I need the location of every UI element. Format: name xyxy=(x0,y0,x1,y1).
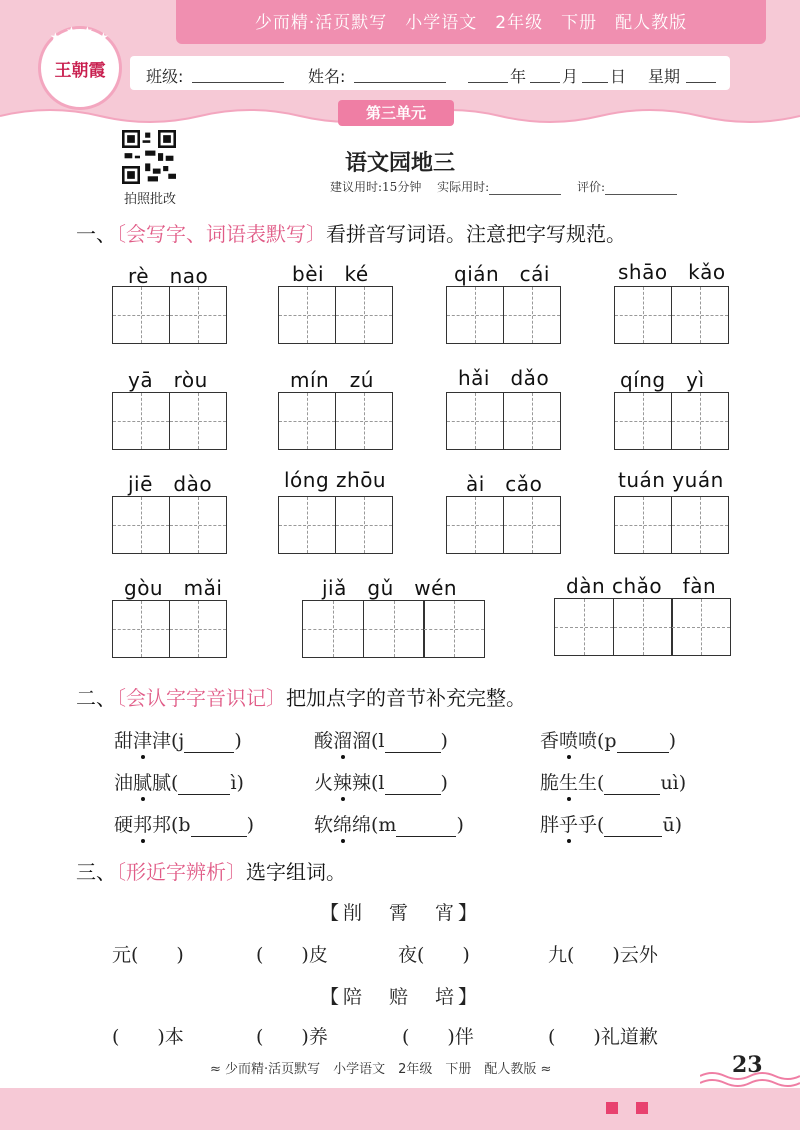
evaluation-label: 评价: xyxy=(577,180,606,194)
pinyin-fill-item: 甜津津(j ) xyxy=(114,730,242,752)
actual-time-field[interactable] xyxy=(489,194,561,195)
footer-text: ≈ 少而精·活页默写 小学语文 2年级 下册 配人教版 ≈ xyxy=(210,1062,552,1077)
word: 酸溜溜 xyxy=(314,730,372,752)
writing-grid[interactable] xyxy=(446,286,561,344)
word: 胖乎乎 xyxy=(540,814,598,836)
section2-instruction: 把加点字的音节补充完整。 xyxy=(286,686,526,710)
writing-grid[interactable] xyxy=(614,392,729,450)
class-field[interactable] xyxy=(192,82,284,83)
writing-grid[interactable] xyxy=(302,600,485,658)
section3-tag: 〔形近字辨析〕 xyxy=(116,860,246,884)
pinyin-fill-item: 酸溜溜(l ) xyxy=(314,730,448,752)
writing-grid[interactable] xyxy=(446,392,561,450)
unit-badge: 第三单元 xyxy=(338,100,454,126)
name-label: 姓名: xyxy=(308,67,346,86)
section1-number: 一、 xyxy=(76,222,116,246)
qr-label: 拍照批改 xyxy=(123,192,176,207)
word: 硬邦邦 xyxy=(114,814,172,836)
word: 甜津津 xyxy=(114,730,172,752)
section2-heading xyxy=(76,682,526,711)
pinyin-fill-item: 油腻腻( ì) xyxy=(114,772,244,794)
section1-tag: 〔会写字、词语表默写〕 xyxy=(116,222,326,246)
page-number: 23 xyxy=(732,1052,763,1078)
writing-grid[interactable] xyxy=(278,286,393,344)
day-label: 日 xyxy=(610,67,627,86)
pinyin-fill-item: 香喷喷(p ) xyxy=(540,730,677,752)
section3-number: 三、 xyxy=(76,860,116,884)
pinyin-label: dàn chǎo fàn xyxy=(566,574,717,598)
section1-heading xyxy=(76,218,626,247)
pinyin-fill-item: 脆生生( uì) xyxy=(540,772,687,794)
pinyin-fill-item: 软绵绵(m ) xyxy=(314,814,464,836)
class-label: 班级: xyxy=(146,67,184,86)
answer-blank[interactable] xyxy=(396,836,456,837)
answer-blank[interactable] xyxy=(191,836,247,837)
char-choice-group1: 【削 霄 宵】 xyxy=(320,902,482,924)
suggested-time: 建议用时:15分钟 xyxy=(330,180,422,194)
star-icon: ★ xyxy=(98,30,109,44)
year-label: 年 xyxy=(510,67,527,86)
writing-grid[interactable] xyxy=(278,496,393,554)
section2-number: 二、 xyxy=(76,686,116,710)
answer-blank[interactable] xyxy=(604,836,662,837)
footer-square xyxy=(636,1102,648,1114)
compound-word-blank[interactable]: ( )本 xyxy=(112,1026,184,1048)
qr-code-icon[interactable] xyxy=(122,130,176,184)
pinyin-label: rè nao xyxy=(128,264,209,288)
star-icon: ★ xyxy=(50,30,61,44)
answer-blank[interactable] xyxy=(617,752,669,753)
word: 油腻腻 xyxy=(114,772,172,794)
footer-band xyxy=(0,1088,800,1130)
star-icon: ★ xyxy=(82,24,93,38)
brand-logo-text: 王朝霞 xyxy=(54,61,106,81)
word: 脆生生 xyxy=(540,772,598,794)
year-field[interactable] xyxy=(468,82,508,83)
writing-grid[interactable] xyxy=(614,286,729,344)
pinyin-fill-item: 火辣辣(l ) xyxy=(314,772,448,794)
pinyin-label: lóng zhōu xyxy=(284,468,387,492)
month-label: 月 xyxy=(562,67,579,86)
writing-grid[interactable] xyxy=(112,496,227,554)
pinyin-label: jiē dào xyxy=(128,472,213,496)
compound-word-blank[interactable]: 元( ) xyxy=(112,944,184,966)
student-info-box xyxy=(130,56,730,90)
star-icon: ★ xyxy=(66,24,77,38)
compound-word-blank[interactable]: ( )养 xyxy=(256,1026,328,1048)
compound-word-blank[interactable]: ( )皮 xyxy=(256,944,328,966)
compound-word-blank[interactable]: 夜( ) xyxy=(398,944,470,966)
writing-grid[interactable] xyxy=(614,496,729,554)
pinyin-label: tuán yuán xyxy=(618,468,724,492)
page-title: 语文园地三 xyxy=(344,151,455,176)
compound-word-blank[interactable]: ( )伴 xyxy=(402,1026,474,1048)
char-choice-group2: 【陪 赔 培】 xyxy=(320,986,482,1008)
answer-blank[interactable] xyxy=(178,794,230,795)
day-field[interactable] xyxy=(582,82,608,83)
actual-time-label: 实际用时: xyxy=(437,180,490,194)
compound-word-blank[interactable]: ( )礼道歉 xyxy=(548,1026,658,1048)
pinyin-label: qián cái xyxy=(454,262,550,286)
writing-grid[interactable] xyxy=(112,286,227,344)
weekday-label: 星期 xyxy=(648,67,681,86)
section1-instruction: 看拼音写词语。注意把字写规范。 xyxy=(326,222,626,246)
series-title: 少而精·活页默写 小学语文 2年级 下册 配人教版 xyxy=(254,13,688,33)
pinyin-label: bèi ké xyxy=(292,262,369,286)
pinyin-label: yā ròu xyxy=(128,368,208,392)
answer-blank[interactable] xyxy=(184,752,234,753)
pinyin-label: hǎi dǎo xyxy=(458,366,550,390)
evaluation-field[interactable] xyxy=(605,194,677,195)
writing-grid[interactable] xyxy=(112,392,227,450)
writing-grid[interactable] xyxy=(446,496,561,554)
pinyin-label: qíng yì xyxy=(620,368,705,392)
pinyin-fill-item: 硬邦邦(b ) xyxy=(114,814,255,836)
section3-heading xyxy=(76,856,346,885)
answer-blank[interactable] xyxy=(385,794,441,795)
word: 软绵绵 xyxy=(314,814,372,836)
pinyin-label: mín zú xyxy=(290,368,374,392)
pinyin-label: ài cǎo xyxy=(466,472,543,496)
month-field[interactable] xyxy=(530,82,560,83)
writing-grid[interactable] xyxy=(278,392,393,450)
section2-tag: 〔会认字字音识记〕 xyxy=(116,686,286,710)
section3-instruction: 选字组词。 xyxy=(246,860,346,884)
timing-row xyxy=(330,178,677,195)
writing-grid[interactable] xyxy=(554,598,731,656)
answer-blank[interactable] xyxy=(385,752,441,753)
compound-word-blank[interactable]: 九( )云外 xyxy=(548,944,658,966)
word: 香喷喷 xyxy=(540,730,598,752)
answer-blank[interactable] xyxy=(604,794,660,795)
weekday-field[interactable] xyxy=(686,82,716,83)
pinyin-fill-item: 胖乎乎( ū) xyxy=(540,814,683,836)
pinyin-label: shāo kǎo xyxy=(618,260,726,284)
word: 火辣辣 xyxy=(314,772,372,794)
pinyin-label: jiǎ gǔ wén xyxy=(322,576,458,600)
name-field[interactable] xyxy=(354,82,446,83)
pinyin-label: gòu mǎi xyxy=(124,576,223,600)
writing-grid[interactable] xyxy=(112,600,227,658)
footer-square xyxy=(606,1102,618,1114)
